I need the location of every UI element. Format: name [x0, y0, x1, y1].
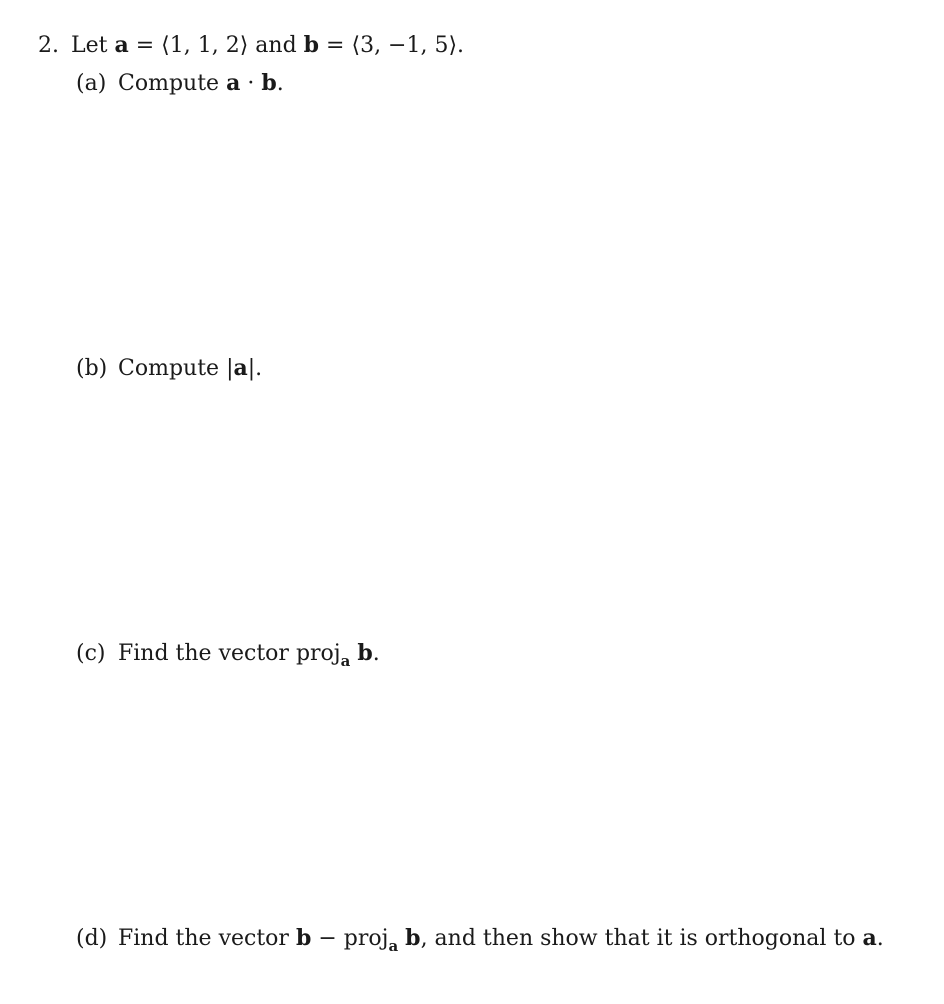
part-b-bar-close: |: [247, 356, 256, 381]
vector-a-definition: = ⟨1, 1, 2⟩: [128, 33, 256, 58]
problem-number: 2.: [38, 33, 59, 58]
and-word: and: [255, 33, 297, 58]
vector-b-symbol: b: [303, 32, 320, 58]
part-d-minus: −: [311, 926, 344, 951]
part-a-text: Compute: [118, 71, 220, 96]
part-a-vector-a: a: [226, 70, 241, 96]
part-d-vector-a: a: [862, 925, 877, 951]
part-b-question: [76, 357, 262, 380]
part-d-vector-b: b: [295, 925, 312, 951]
part-d-label: (d): [76, 926, 108, 951]
problem-statement: [38, 34, 464, 57]
part-d-text2: , and then show that it is orthogonal to: [420, 926, 856, 951]
part-b-bar-open: |: [226, 356, 234, 381]
part-a-question: [76, 72, 284, 95]
intro-text: Let: [71, 33, 108, 58]
part-b-vector-a: a: [233, 355, 248, 381]
part-a-end: .: [276, 71, 284, 96]
part-d-proj-subscript: a: [388, 937, 399, 955]
part-d-proj: proj: [343, 926, 389, 951]
vector-b-definition: = ⟨3, −1, 5⟩.: [319, 33, 465, 58]
part-c-end: .: [372, 641, 380, 666]
part-a-dot: ·: [240, 71, 262, 96]
vector-a-symbol: a: [114, 32, 129, 58]
part-a-label: (a): [76, 71, 107, 96]
part-d-text: Find the vector: [118, 926, 289, 951]
part-c-label: (c): [76, 641, 106, 666]
part-c-vector-b: b: [357, 640, 373, 666]
part-d-vector-b2: b: [405, 925, 421, 951]
part-b-label: (b): [76, 356, 108, 381]
part-c-proj-subscript: a: [340, 652, 351, 670]
part-d-question: [76, 925, 884, 955]
part-b-end: .: [255, 356, 263, 381]
part-c-text: Find the vector: [118, 641, 289, 666]
part-b-text: Compute: [118, 356, 220, 381]
part-a-vector-b: b: [261, 70, 277, 96]
part-c-proj: proj: [295, 641, 341, 666]
part-c-question: [76, 640, 380, 670]
part-d-end: .: [876, 926, 884, 951]
